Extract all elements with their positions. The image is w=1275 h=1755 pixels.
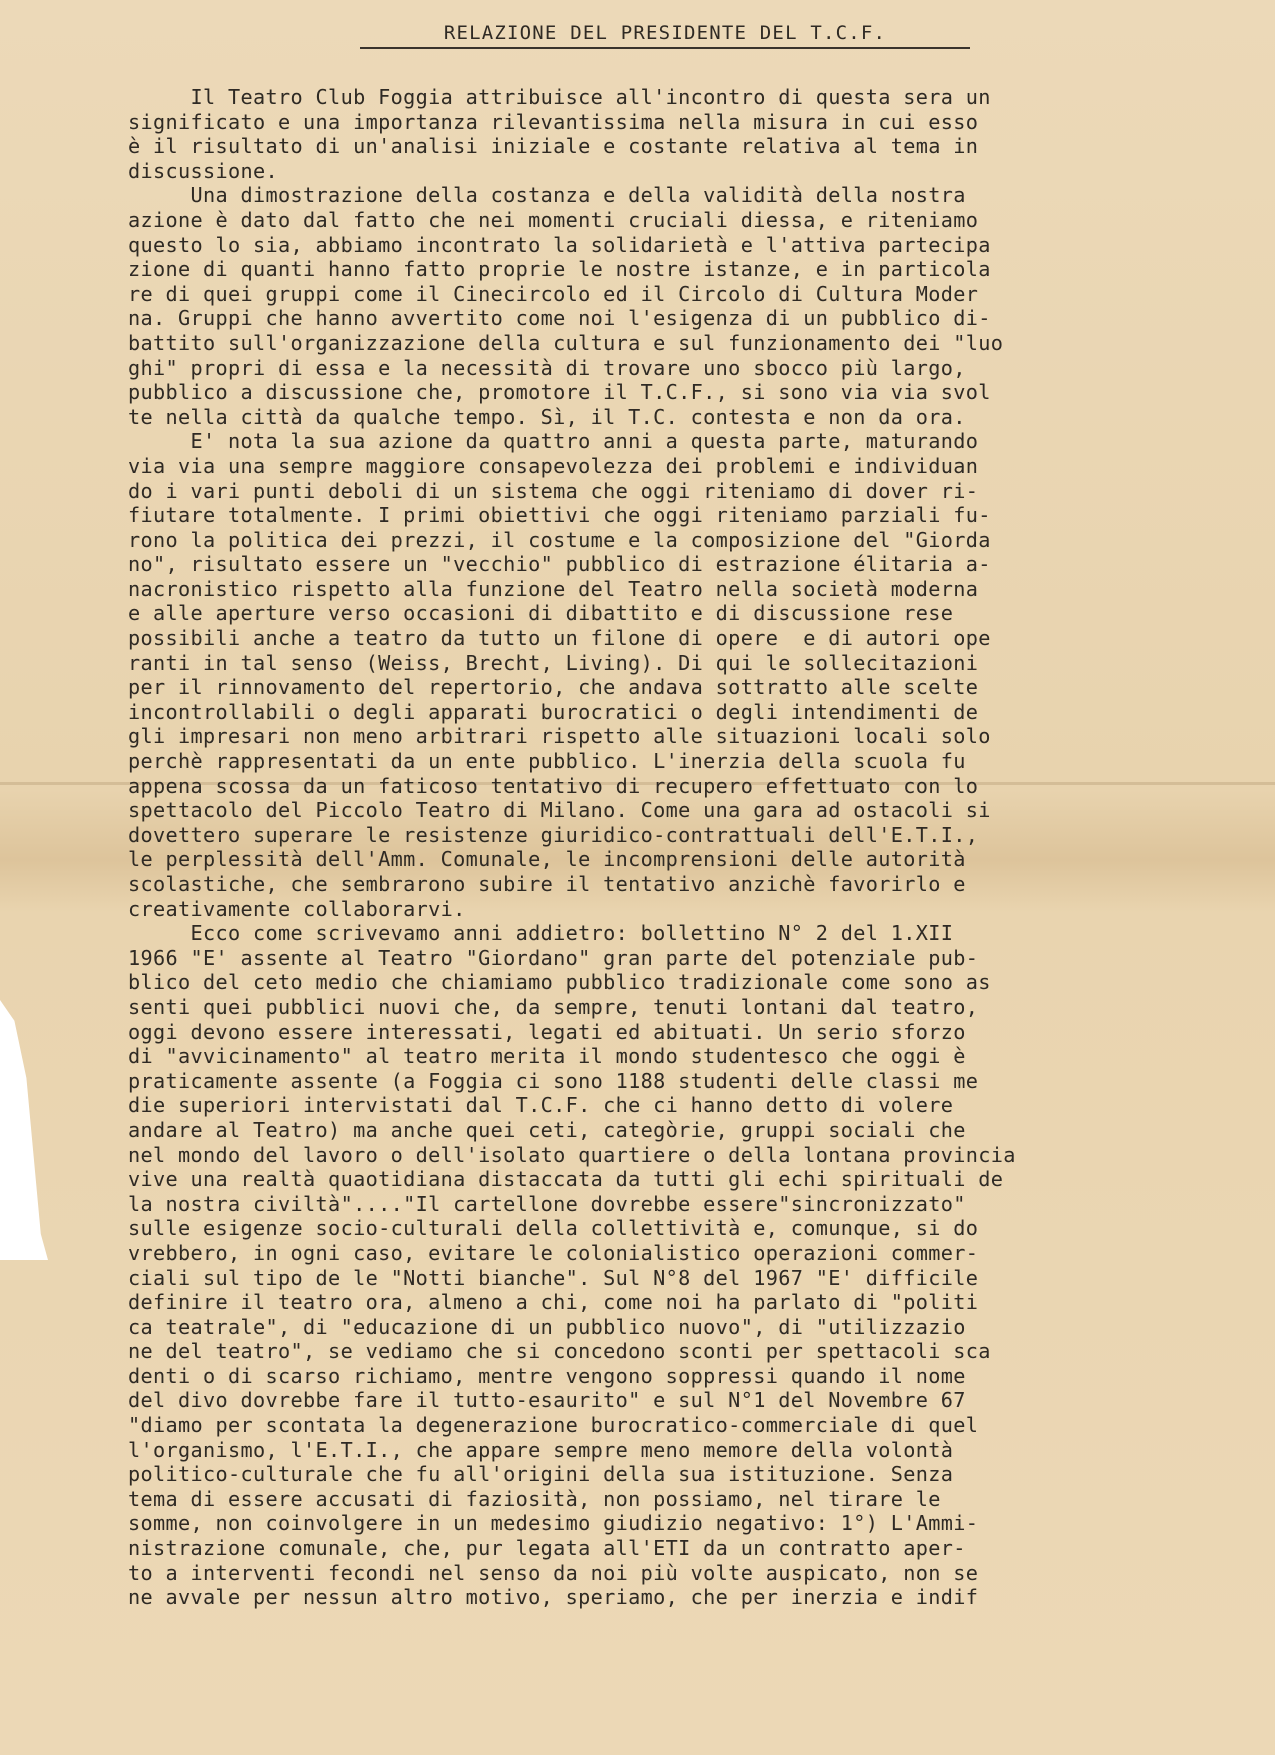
text-line: ne avvale per nessun altro motivo, speriamo, che per inerzia e indif bbox=[128, 1585, 979, 1610]
text-line: del divo dovrebbe fare il tutto-esaurito" e sul N°1 del Novembre 67 bbox=[128, 1388, 966, 1413]
text-line: do i vari punti deboli di un sistema che oggi riteniamo di dover ri- bbox=[128, 478, 979, 503]
text-line: ciali sul tipo de le "Notti bianche". Sul N°8 del 1967 "E' difficile bbox=[128, 1265, 979, 1290]
text-line: creativamente collaborarvi. bbox=[128, 896, 466, 921]
text-line: ne del teatro", se vediamo che si concedono sconti per spettacoli sca bbox=[128, 1339, 991, 1364]
text-line: definire il teatro ora, almeno a chi, come noi ha parlato di "politi bbox=[128, 1290, 979, 1315]
text-line: significato e una importanza rilevantissima nella misura in cui esso bbox=[128, 109, 979, 134]
text-line: sulle esigenze socio-culturali della collettività e, comunque, si do bbox=[128, 1216, 979, 1241]
text-line: questo lo sia, abbiamo incontrato la solidarietà e l'attiva partecipa bbox=[128, 232, 991, 257]
text-line: to a interventi fecondi nel senso da noi più volte auspicato, non se bbox=[128, 1560, 979, 1585]
text-line: ghi" propri di essa e la necessità di trovare uno sbocco più largo, bbox=[128, 355, 966, 380]
text-line: è il risultato di un'analisi iniziale e costante relativa al tema in bbox=[128, 134, 979, 159]
text-line: per il rinnovamento del repertorio, che andava sottratto alle scelte bbox=[128, 675, 979, 700]
text-line: le perplessità dell'Amm. Comunale, le incomprensioni delle autorità bbox=[128, 847, 966, 872]
text-line: la nostra civiltà"...."Il cartellone dovrebbe essere"sincronizzato" bbox=[128, 1191, 966, 1216]
text-line: appena scossa da un faticoso tentativo di recupero effettuato con lo bbox=[128, 773, 979, 798]
text-line: somme, non coinvolgere in un medesimo giudizio negativo: 1°) L'Ammi- bbox=[128, 1511, 979, 1536]
text-line: Il Teatro Club Foggia attribuisce all'incontro di questa sera un bbox=[128, 85, 991, 109]
text-line: spettacolo del Piccolo Teatro di Milano. Come una gara ad ostacoli si bbox=[128, 798, 991, 823]
text-line: zione di quanti hanno fatto proprie le nostre istanze, e in particola bbox=[128, 257, 991, 282]
text-line: nel mondo del lavoro o dell'isolato quartiere o della lontana provincia bbox=[128, 1142, 1016, 1167]
document-title: RELAZIONE DEL PRESIDENTE DEL T.C.F. bbox=[360, 22, 970, 49]
text-line: vive una realtà quaotidiana distaccata da tutti gli echi spirituali de bbox=[128, 1167, 1004, 1192]
text-line: tema di essere accusati di faziosità, non possiamo, nel tirare le bbox=[128, 1486, 941, 1511]
text-line: di "avvicinamento" al teatro merita il mondo studentesco che oggi è bbox=[128, 1044, 966, 1069]
text-line: ca teatrale", di "educazione di un pubblico nuovo", di "utilizzazio bbox=[128, 1314, 966, 1339]
text-line: senti quei pubblici nuovi che, da sempre, tenuti lontani dal teatro, bbox=[128, 994, 979, 1019]
text-line: die superiori intervistati dal T.C.F. che ci hanno detto di volere bbox=[128, 1093, 954, 1118]
text-line: re di quei gruppi come il Cinecircolo ed il Circolo di Cultura Moder bbox=[128, 281, 979, 306]
text-line: incontrollabili o degli apparati burocratici o degli intendimenti de bbox=[128, 699, 979, 724]
text-line: perchè rappresentati da un ente pubblico. L'inerzia della scuola fu bbox=[128, 749, 966, 774]
text-line: scolastiche, che sembrarono subire il tentativo anzichè favorirlo e bbox=[128, 872, 966, 896]
text-line: "diamo per scontata la degenerazione burocratico-commerciale di quel bbox=[128, 1413, 979, 1438]
text-line: battito sull'organizzazione della cultura e sul funzionamento dei "luo bbox=[128, 330, 1004, 355]
text-line: gli impresari non meno arbitrari rispetto alle situazioni locali solo bbox=[128, 724, 991, 749]
text-line: pubblico a discussione che, promotore il T.C.F., si sono via via svol bbox=[128, 380, 991, 405]
text-line: 1966 "E' assente al Teatro "Giordano" gran parte del potenziale pub- bbox=[128, 945, 979, 970]
text-line: l'organismo, l'E.T.I., che appare sempre meno memore della volontà bbox=[128, 1437, 954, 1462]
text-line: nacronistico rispetto alla funzione del Teatro nella società moderna bbox=[128, 576, 979, 601]
text-line: via via una sempre maggiore consapevolezza dei problemi e individuan bbox=[128, 453, 979, 478]
text-line: andare al Teatro) ma anche quei ceti, categòrie, gruppi sociali che bbox=[128, 1117, 966, 1142]
text-line: Una dimostrazione della costanza e della validità della nostra bbox=[128, 183, 966, 208]
text-line: fiutare totalmente. I primi obiettivi che oggi riteniamo parziali fu- bbox=[128, 503, 991, 528]
text-line: praticamente assente (a Foggia ci sono 1188 studenti delle classi me bbox=[128, 1068, 979, 1093]
text-line: ranti in tal senso (Weiss, Brecht, Living). Di qui le sollecitazioni bbox=[128, 650, 979, 675]
text-line: oggi devono essere interessati, legati ed abituati. Un serio sforzo bbox=[128, 1019, 966, 1044]
text-line: Ecco come scrivevamo anni addietro: bollettino N° 2 del 1.XII bbox=[128, 921, 954, 946]
text-line: vrebbero, in ogni caso, evitare le colonialistico operazioni commer- bbox=[128, 1240, 979, 1265]
text-line: E' nota la sua azione da quattro anni a questa parte, maturando bbox=[128, 429, 979, 454]
text-line: denti o di scarso richiamo, mentre vengono soppressi quando il nome bbox=[128, 1363, 966, 1388]
text-line: nistrazione comunale, che, pur legata all'ETI da un contratto aper- bbox=[128, 1536, 966, 1561]
text-line: na. Gruppi che hanno avvertito come noi l'esigenza di un pubblico di- bbox=[128, 306, 991, 331]
text-line: e alle aperture verso occasioni di dibattito e di discussione rese bbox=[128, 601, 954, 626]
text-line: politico-culturale che fu all'origini della sua istituzione. Senza bbox=[128, 1462, 954, 1487]
document-body bbox=[128, 85, 1218, 1610]
text-line: possibili anche a teatro da tutto un filone di opere e di autori ope bbox=[128, 626, 991, 651]
text-line: blico del ceto medio che chiamiamo pubblico tradizionale come sono as bbox=[128, 970, 991, 995]
text-line: rono la politica dei prezzi, il costume e la composizione del "Giorda bbox=[128, 527, 991, 552]
text-line: no", risultato essere un "vecchio" pubblico di estrazione élitaria a- bbox=[128, 552, 991, 577]
text-line: azione è dato dal fatto che nei momenti cruciali diessa, e riteniamo bbox=[128, 207, 979, 232]
text-line: dovettero superare le resistenze giuridico-contrattuali dell'E.T.I., bbox=[128, 822, 979, 847]
text-line: te nella città da qualche tempo. Sì, il T.C. contesta e non da ora. bbox=[128, 404, 966, 429]
text-line: discussione. bbox=[128, 158, 279, 183]
